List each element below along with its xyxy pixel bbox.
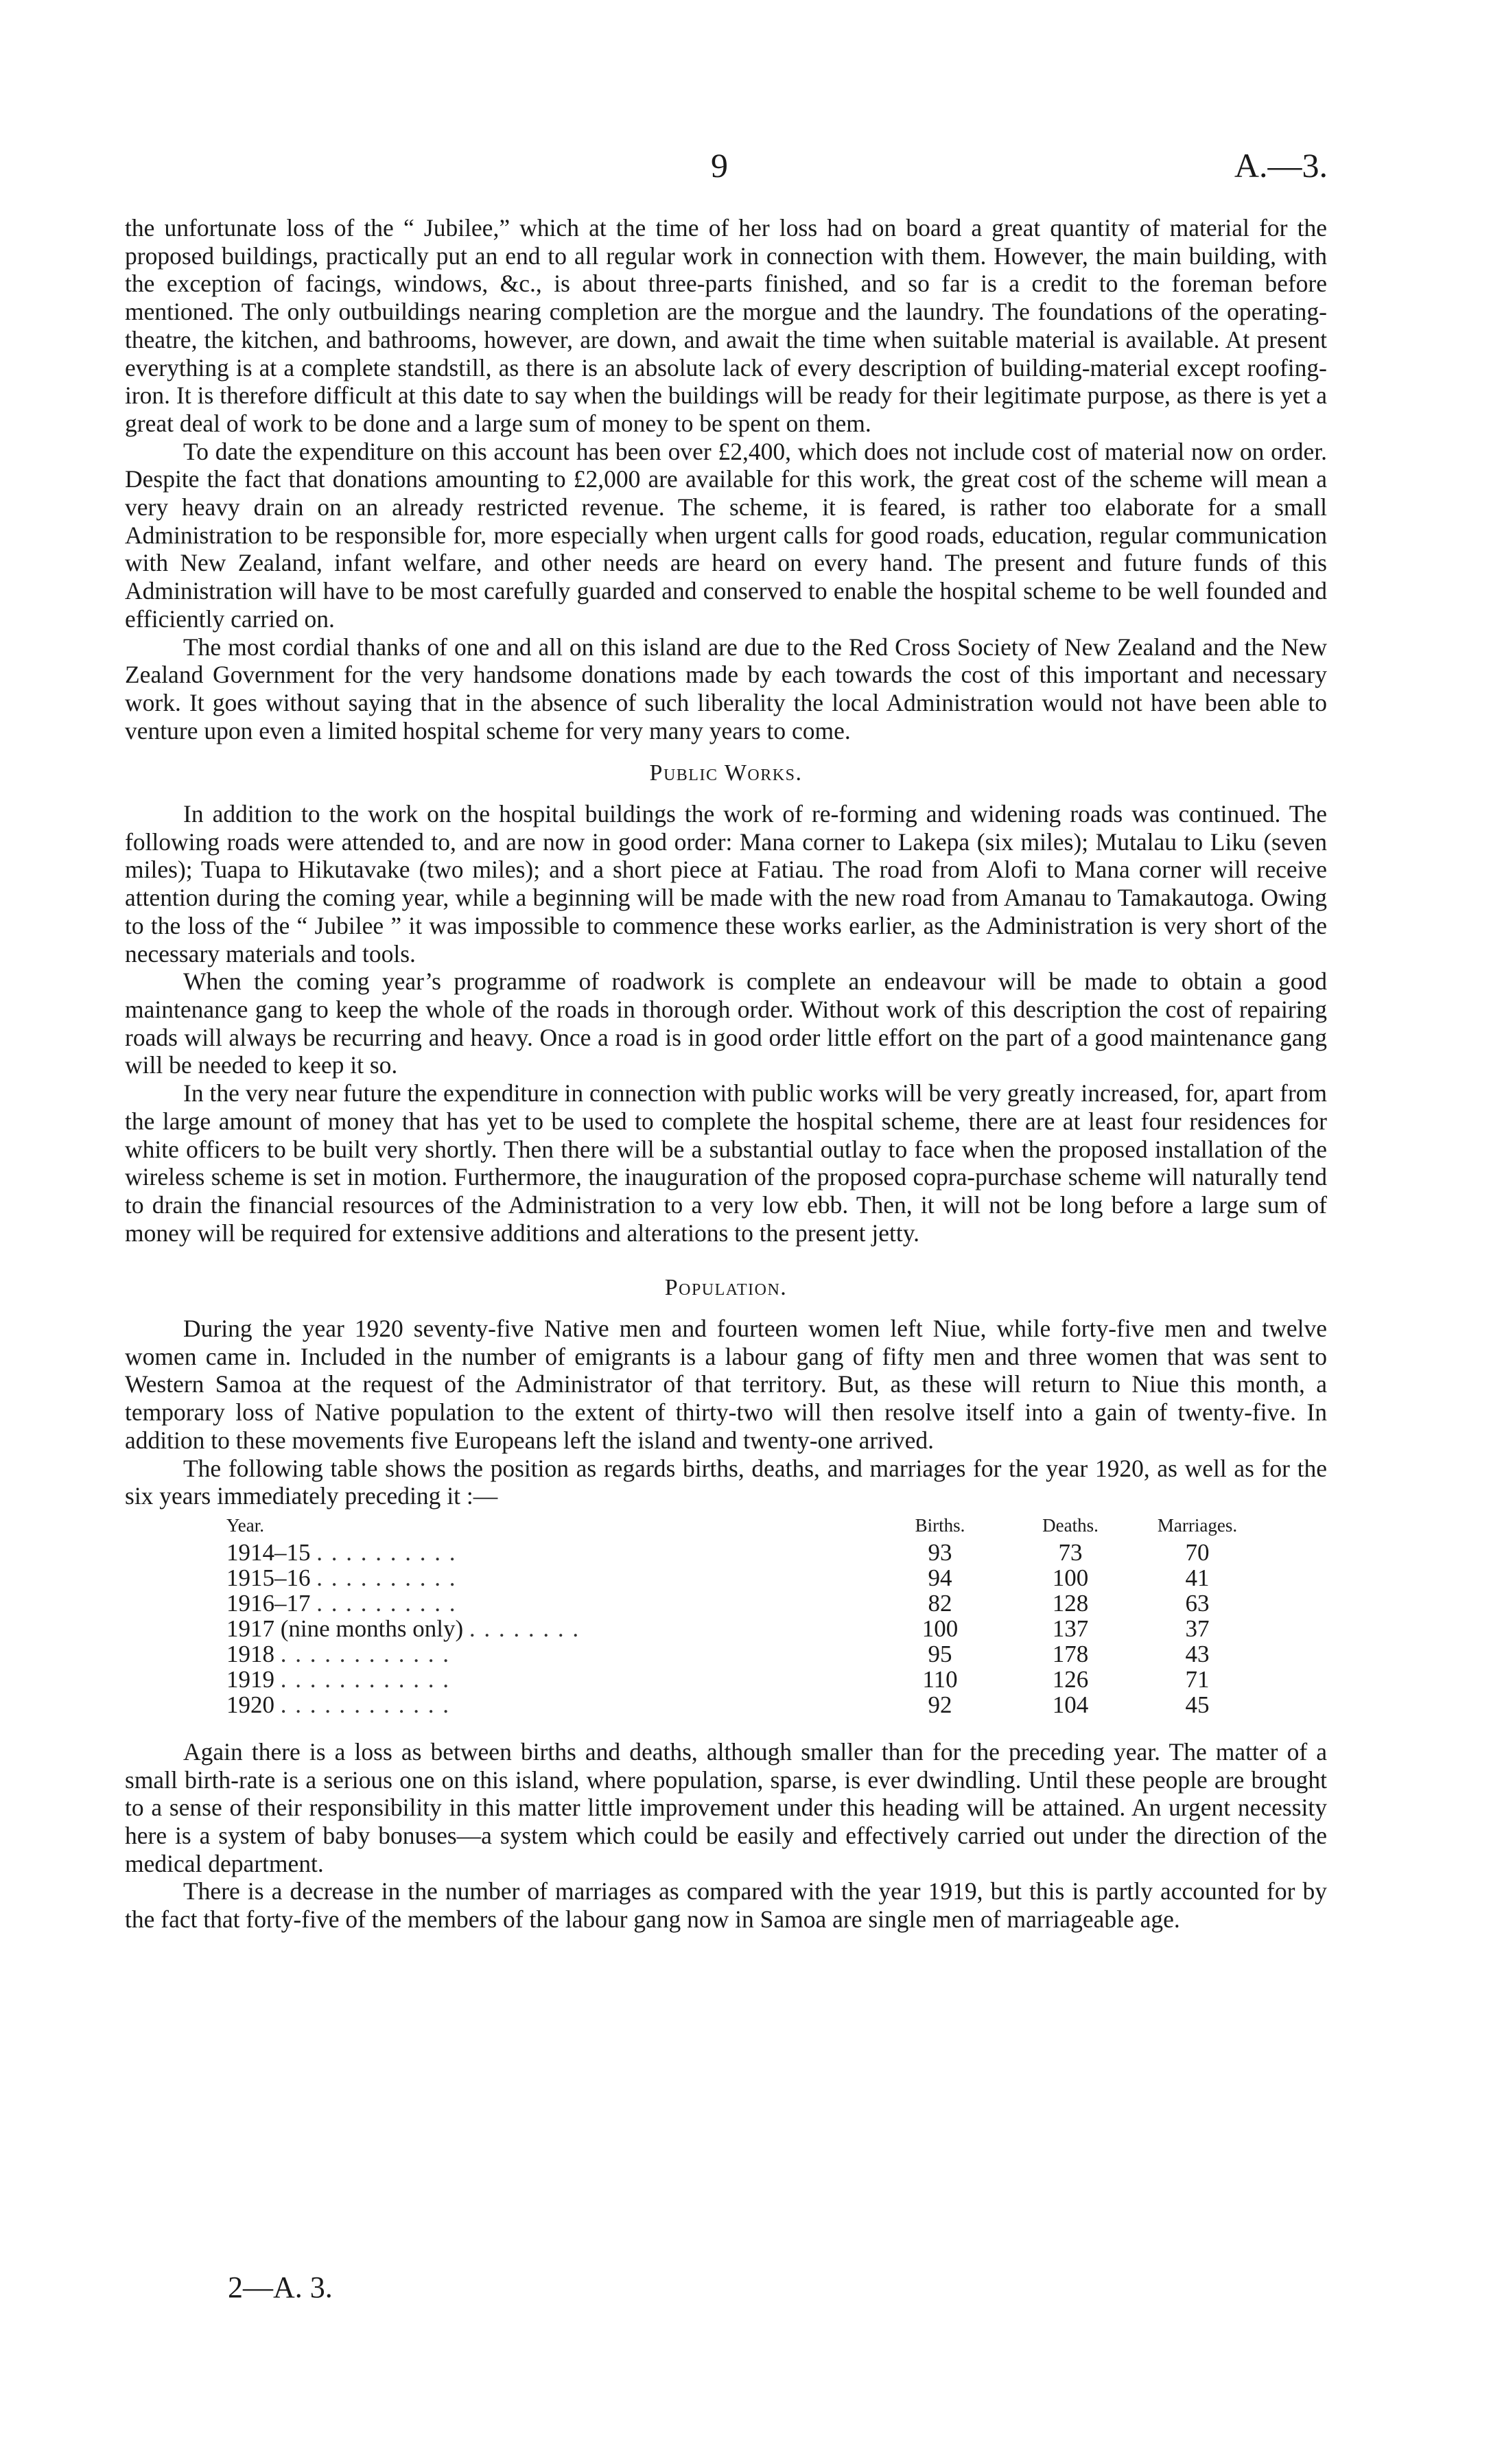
body-text	[125, 214, 1327, 1934]
paragraph-hospital-1: the unfortunate loss of the “ Jubilee,” which at the time of her loss had on board a great quantity of material for the proposed buildings, practically put an end to all regular work in connection with them. However, the main building, with the exception of facings, windows, &c., is about three-parts finished, and so far is a credit to the foreman before mentioned. The only outbuildings nearing completion are the morgue and the laundry. The foundations of the operating-theatre, the kitchen, and bathrooms, however, are down, and await the time when suitable material is available. At present everything is at a complete standstill, as there is an absolute lack of every description of building-material except roofing-iron. It is therefore difficult at this date to say when the buildings will be ready for their legitimate purpose, as there is yet a great deal of work to be done and a large sum of money to be spent on them.	[125, 214, 1327, 437]
signature-mark: 2—A. 3.	[228, 2271, 333, 2304]
public-works-heading: Public Works.	[649, 760, 803, 786]
paragraph-population-3: Again there is a loss as between births and deaths, although smaller than for the preceding year. The matter of a small birth-rate is a serious one on this island, where population, sparse, is ever dwindling. Until these people are brought to a sense of their responsibility in this matter little improvement under this heading will be attained. An urgent necessity here is a system of baby bonuses—a system which could be easily and effectively carried out under the direction of the medical department.	[125, 1737, 1327, 1877]
paragraph-hospital-3: The most cordial thanks of one and all on this island are due to the Red Cross Society of New Zealand and the New Zealand Government for the very handsome donations made by each towards the cost of this important and necessary work. It goes without saying that in the absence of such liberality the local Administration would not have been able to venture upon even a limited hospital scheme for very many years to come.	[125, 633, 1327, 744]
year-cell: 1914–15	[226, 1538, 311, 1566]
dot-leaders: . . . . . . . . . . . .	[280, 1665, 450, 1693]
year-cell: 1916–17	[226, 1589, 311, 1617]
marriages-cell: 43	[1185, 1640, 1210, 1667]
marriages-cell: 71	[1185, 1665, 1210, 1693]
table-row	[226, 1540, 1256, 1565]
deaths-cell: 128	[1052, 1589, 1089, 1617]
population-heading: Population.	[664, 1275, 788, 1301]
year-cell: 1915–16	[226, 1564, 311, 1591]
dot-leaders: . . . . . . . . . .	[316, 1564, 457, 1591]
table-row	[226, 1641, 1256, 1667]
deaths-column-header: Deaths.	[1042, 1514, 1099, 1536]
marriages-cell: 37	[1185, 1615, 1210, 1642]
deaths-cell: 104	[1052, 1691, 1089, 1718]
table-header-row	[226, 1513, 1256, 1540]
year-column-header: Year.	[226, 1514, 265, 1536]
document-reference: A.—3.	[1234, 146, 1328, 185]
table-row	[226, 1692, 1256, 1717]
births-cell: 82	[928, 1589, 952, 1617]
dot-leaders: . . . . . . . .	[469, 1615, 580, 1642]
paragraph-public-works-3: In the very near future the expenditure in connection with public works will be very greatly increased, for, apart from the large amount of money that has yet to be used to complete the hospital scheme, there are at least four residences for white officers to be built very shortly. Then there will be a substantial outlay to face when the proposed installation of the wireless scheme is set in motion. Furthermore, the inauguration of the proposed copra-purchase scheme will naturally tend to drain the financial resources of the Administration to a very low ebb. Then, it will not be long before a large sum of money will be required for extensive additions and alterations to the present jetty.	[125, 1079, 1327, 1247]
year-cell: 1917 (nine months only)	[226, 1615, 464, 1642]
page-number: 9	[711, 146, 728, 185]
paragraph-population-2: The following table shows the position as regards births, deaths, and marriages for the year 1920, as well as for the six years immediately preceding it :—	[125, 1454, 1327, 1510]
table-row	[226, 1591, 1256, 1616]
table-row	[226, 1667, 1256, 1692]
dot-leaders: . . . . . . . . . .	[316, 1538, 457, 1566]
births-cell: 95	[928, 1640, 952, 1667]
paragraph-hospital-2: To date the expenditure on this account has been over £2,400, which does not include cost of material now on order. Despite the fact that donations amounting to £2,000 are available for this work, the great cost of the scheme will mean a very heavy drain on an already restricted revenue. The scheme, it is feared, is rather too elaborate for a small Administration to be responsible for, more especially when urgent calls for good roads, education, regular communication with New Zealand, infant welfare, and other needs are heard on every hand. The present and future funds of this Administration will have to be most carefully guarded and conserved to enable the hospital scheme to be well founded and efficiently carried on.	[125, 437, 1327, 633]
births-cell: 93	[928, 1538, 952, 1566]
paragraph-public-works-1: In addition to the work on the hospital buildings the work of re-forming and widening roads was continued. The following roads were attended to, and are now in good order: Mana corner to Lakepa (six miles); Mutalau to Liku (seven miles); Tuapa to Hikutavake (two miles); and a short piece at Fatiau. The road from Alofi to Mana corner will receive attention during the coming year, while a beginning will be made with the new road from Amanau to Tamakautoga. Owing to the loss of the “ Jubilee ” it was impossible to commence these works earlier, as the Administration is very short of the necessary materials and tools.	[125, 800, 1327, 967]
paragraph-population-1: During the year 1920 seventy-five Native men and fourteen women left Niue, while forty-five men and twelve women came in. Included in the number of emigrants is a labour gang of fifty men and three women that was sent to Western Samoa at the request of the Administrator of that territory. But, as these will return to Niue this month, a temporary loss of Native population to the extent of thirty-two will then resolve itself into a gain of twenty-five. In addition to these movements five Europeans left the island and twenty-one arrived.	[125, 1315, 1327, 1454]
marriages-cell: 63	[1185, 1589, 1210, 1617]
marriages-cell: 45	[1185, 1691, 1210, 1718]
table-row	[226, 1616, 1256, 1641]
year-cell: 1919	[226, 1665, 274, 1693]
births-cell: 100	[921, 1615, 959, 1642]
births-cell: 92	[928, 1691, 952, 1718]
year-cell: 1920	[226, 1691, 274, 1718]
dot-leaders: . . . . . . . . . . . .	[280, 1691, 450, 1718]
dot-leaders: . . . . . . . . . . . .	[280, 1640, 450, 1667]
births-column-header: Births.	[915, 1514, 965, 1536]
births-cell: 110	[922, 1665, 958, 1693]
paragraph-population-4: There is a decrease in the number of marriages as compared with the year 1919, but this is partly accounted for by the fact that forty-five of the members of the labour gang now in Samoa are single men of marriageable age.	[125, 1877, 1327, 1934]
year-cell: 1918	[226, 1640, 274, 1667]
running-head	[0, 145, 1491, 193]
marriages-cell: 70	[1185, 1538, 1210, 1566]
births-cell: 94	[928, 1564, 952, 1591]
deaths-cell: 126	[1052, 1665, 1089, 1693]
dot-leaders: . . . . . . . . . .	[316, 1589, 457, 1617]
deaths-cell: 137	[1052, 1615, 1089, 1642]
deaths-cell: 73	[1058, 1538, 1083, 1566]
marriages-column-header: Marriages.	[1157, 1514, 1238, 1536]
deaths-cell: 178	[1052, 1640, 1089, 1667]
marriages-cell: 41	[1185, 1564, 1210, 1591]
paragraph-public-works-2: When the coming year’s programme of roadwork is complete an endeavour will be made to obtain a good maintenance gang to keep the whole of the roads in thorough order. Without work of this description the cost of repairing roads will always be recurring and heavy. Once a road is in good order little effort on the part of a good maintenance gang will be needed to keep it so.	[125, 967, 1327, 1079]
table-row	[226, 1565, 1256, 1591]
vital-statistics-table	[226, 1513, 1256, 1717]
deaths-cell: 100	[1052, 1564, 1089, 1591]
